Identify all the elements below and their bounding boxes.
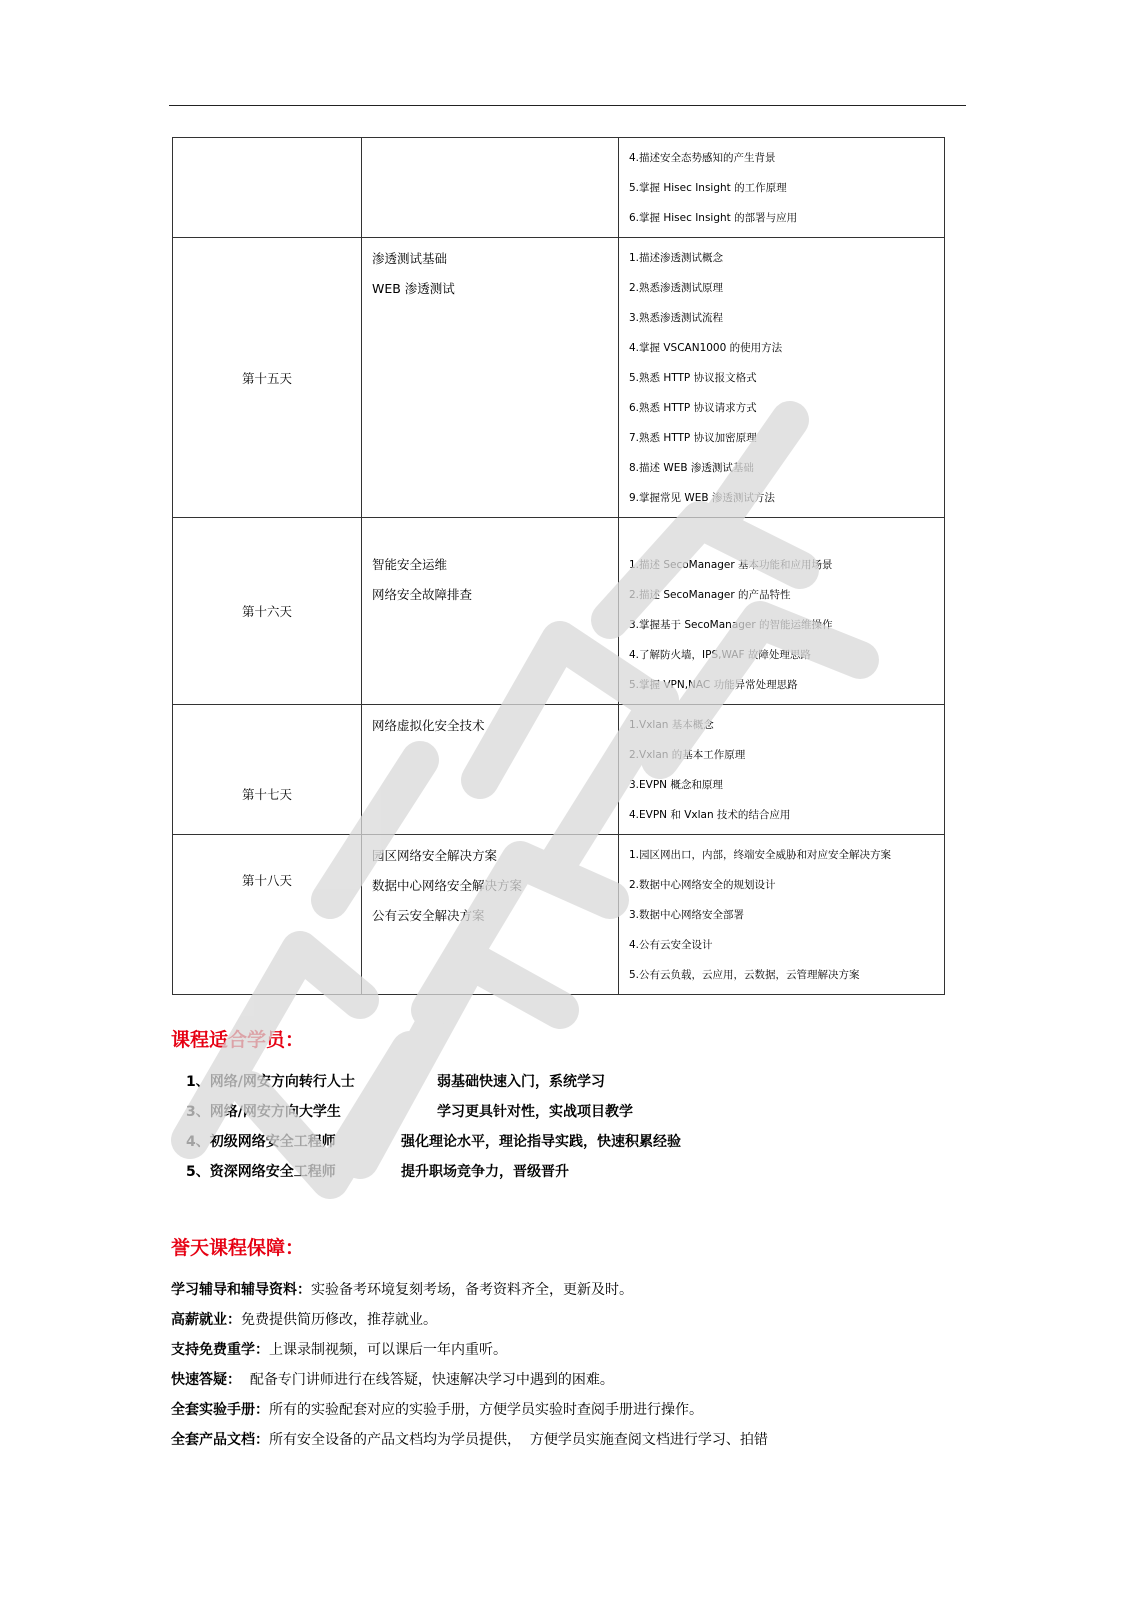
objective-item: 3.熟悉渗透测试流程 [629,312,724,324]
day-cell [173,138,362,238]
objective-item: 3.EVPN 概念和原理 [629,779,723,791]
guarantee-section-title: 誉天课程保障： [171,1237,305,1259]
guarantee-text: 所有的实验配套对应的实验手册，方便学员实验时查阅手册进行操作。 [269,1402,703,1418]
audience-who: 4、初级网络安全工程师 [186,1134,336,1150]
objective-item: 5.公有云负载，云应用，云数据，云管理解决方案 [629,969,860,981]
objective-item: 5.熟悉 HTTP 协议报文格式 [629,372,757,384]
guarantee-item [171,1369,614,1389]
audience-who: 3、网络/网安方向大学生 [186,1104,341,1120]
guarantee-text: 配备专门讲师进行在线答疑，快速解决学习中遇到的困难。 [241,1372,614,1388]
objective-item: 4.描述安全态势感知的产生背景 [629,152,776,164]
topics-cell [362,138,619,238]
objective-item: 4.公有云安全设计 [629,939,713,951]
objectives-cell [619,138,945,238]
objective-item: 1.描述 SecoManager 基本功能和应用场景 [629,559,833,571]
objective-item: 4.了解防火墙，IPS,WAF 故障处理思路 [629,649,811,661]
audience-benefit: 强化理论水平，理论指导实践，快速积累经验 [401,1134,681,1150]
topics-cell [362,518,619,705]
topics-cell [362,705,619,835]
objective-item: 6.熟悉 HTTP 协议请求方式 [629,402,757,414]
guarantee-label: 学习辅导和辅导资料： [171,1282,311,1298]
audience-who: 1、网络/网安方向转行人士 [186,1074,355,1090]
objective-item: 1.Vxlan 基本概念 [629,719,714,731]
guarantee-label: 全套实验手册： [171,1402,269,1418]
objective-item: 1.描述渗透测试概念 [629,252,724,264]
topic-item: 网络安全故障排查 [372,587,473,602]
day-cell: 第十六天 [173,518,362,705]
audience-section-title: 课程适合学员： [171,1029,305,1051]
objectives-cell [619,518,945,705]
table-row [173,138,945,238]
guarantee-text: 所有安全设备的产品文档均为学员提供， 方便学员实施查阅文档进行学习、拍错 [269,1432,768,1448]
header-rule [169,105,966,106]
guarantee-text: 免费提供简历修改，推荐就业。 [241,1312,437,1328]
objective-item: 2.Vxlan 的基本工作原理 [629,749,746,761]
table-row [173,705,945,835]
guarantee-text: 实验备考环境复刻考场，备考资料齐全，更新及时。 [311,1282,633,1298]
objective-item: 5.掌握 VPN,NAC 功能异常处理思路 [629,679,798,691]
table-row [173,238,945,518]
guarantee-label: 快速答疑： [171,1372,241,1388]
table-row [173,835,945,995]
guarantee-label: 全套产品文档： [171,1432,269,1448]
topic-item: 公有云安全解决方案 [372,908,485,923]
objectives-cell [619,835,945,995]
day-cell: 第十八天 [173,835,362,995]
objective-item: 8.描述 WEB 渗透测试基础 [629,462,754,474]
objective-item: 7.熟悉 HTTP 协议加密原理 [629,432,757,444]
objective-item: 2.描述 SecoManager 的产品特性 [629,589,791,601]
audience-benefit: 学习更具针对性，实战项目教学 [437,1104,633,1120]
topic-item: 智能安全运维 [372,557,448,572]
topics-cell [362,835,619,995]
guarantee-item [171,1309,437,1329]
objective-item: 5.掌握 Hisec Insight 的工作原理 [629,182,787,194]
guarantee-item [171,1279,633,1299]
objective-item: 4.掌握 VSCAN1000 的使用方法 [629,342,783,354]
guarantee-item [171,1339,507,1359]
topic-item: 网络虚拟化安全技术 [372,718,485,733]
topic-item: 园区网络安全解决方案 [372,848,498,863]
guarantee-item [171,1429,768,1449]
objective-item: 6.掌握 Hisec Insight 的部署与应用 [629,212,798,224]
audience-who: 5、资深网络安全工程师 [186,1164,336,1180]
objective-item: 3.掌握基于 SecoManager 的智能运维操作 [629,619,833,631]
objective-item: 4.EVPN 和 Vxlan 技术的结合应用 [629,809,791,821]
objectives-cell [619,238,945,518]
topic-item: 渗透测试基础 [372,251,448,266]
audience-benefit: 弱基础快速入门，系统学习 [437,1074,605,1090]
audience-benefit: 提升职场竞争力，晋级晋升 [401,1164,569,1180]
objective-item: 2.数据中心网络安全的规划设计 [629,879,776,891]
objective-item: 3.数据中心网络安全部署 [629,909,745,921]
topic-item: 数据中心网络安全解决方案 [372,878,523,893]
objectives-cell [619,705,945,835]
guarantee-label: 支持免费重学： [171,1342,269,1358]
table-row [173,518,945,705]
day-cell: 第十七天 [173,705,362,835]
objective-item: 9.掌握常见 WEB 渗透测试方法 [629,492,775,504]
topic-item: WEB 渗透测试 [372,281,455,296]
day-cell: 第十五天 [173,238,362,518]
course-schedule-table [172,137,945,995]
guarantee-item [171,1399,703,1419]
objective-item: 2.熟悉渗透测试原理 [629,282,724,294]
objective-item: 1.园区网出口，内部，终端安全威胁和对应安全解决方案 [629,849,892,861]
guarantee-label: 高薪就业： [171,1312,241,1328]
topics-cell [362,238,619,518]
guarantee-text: 上课录制视频，可以课后一年内重听。 [269,1342,507,1358]
